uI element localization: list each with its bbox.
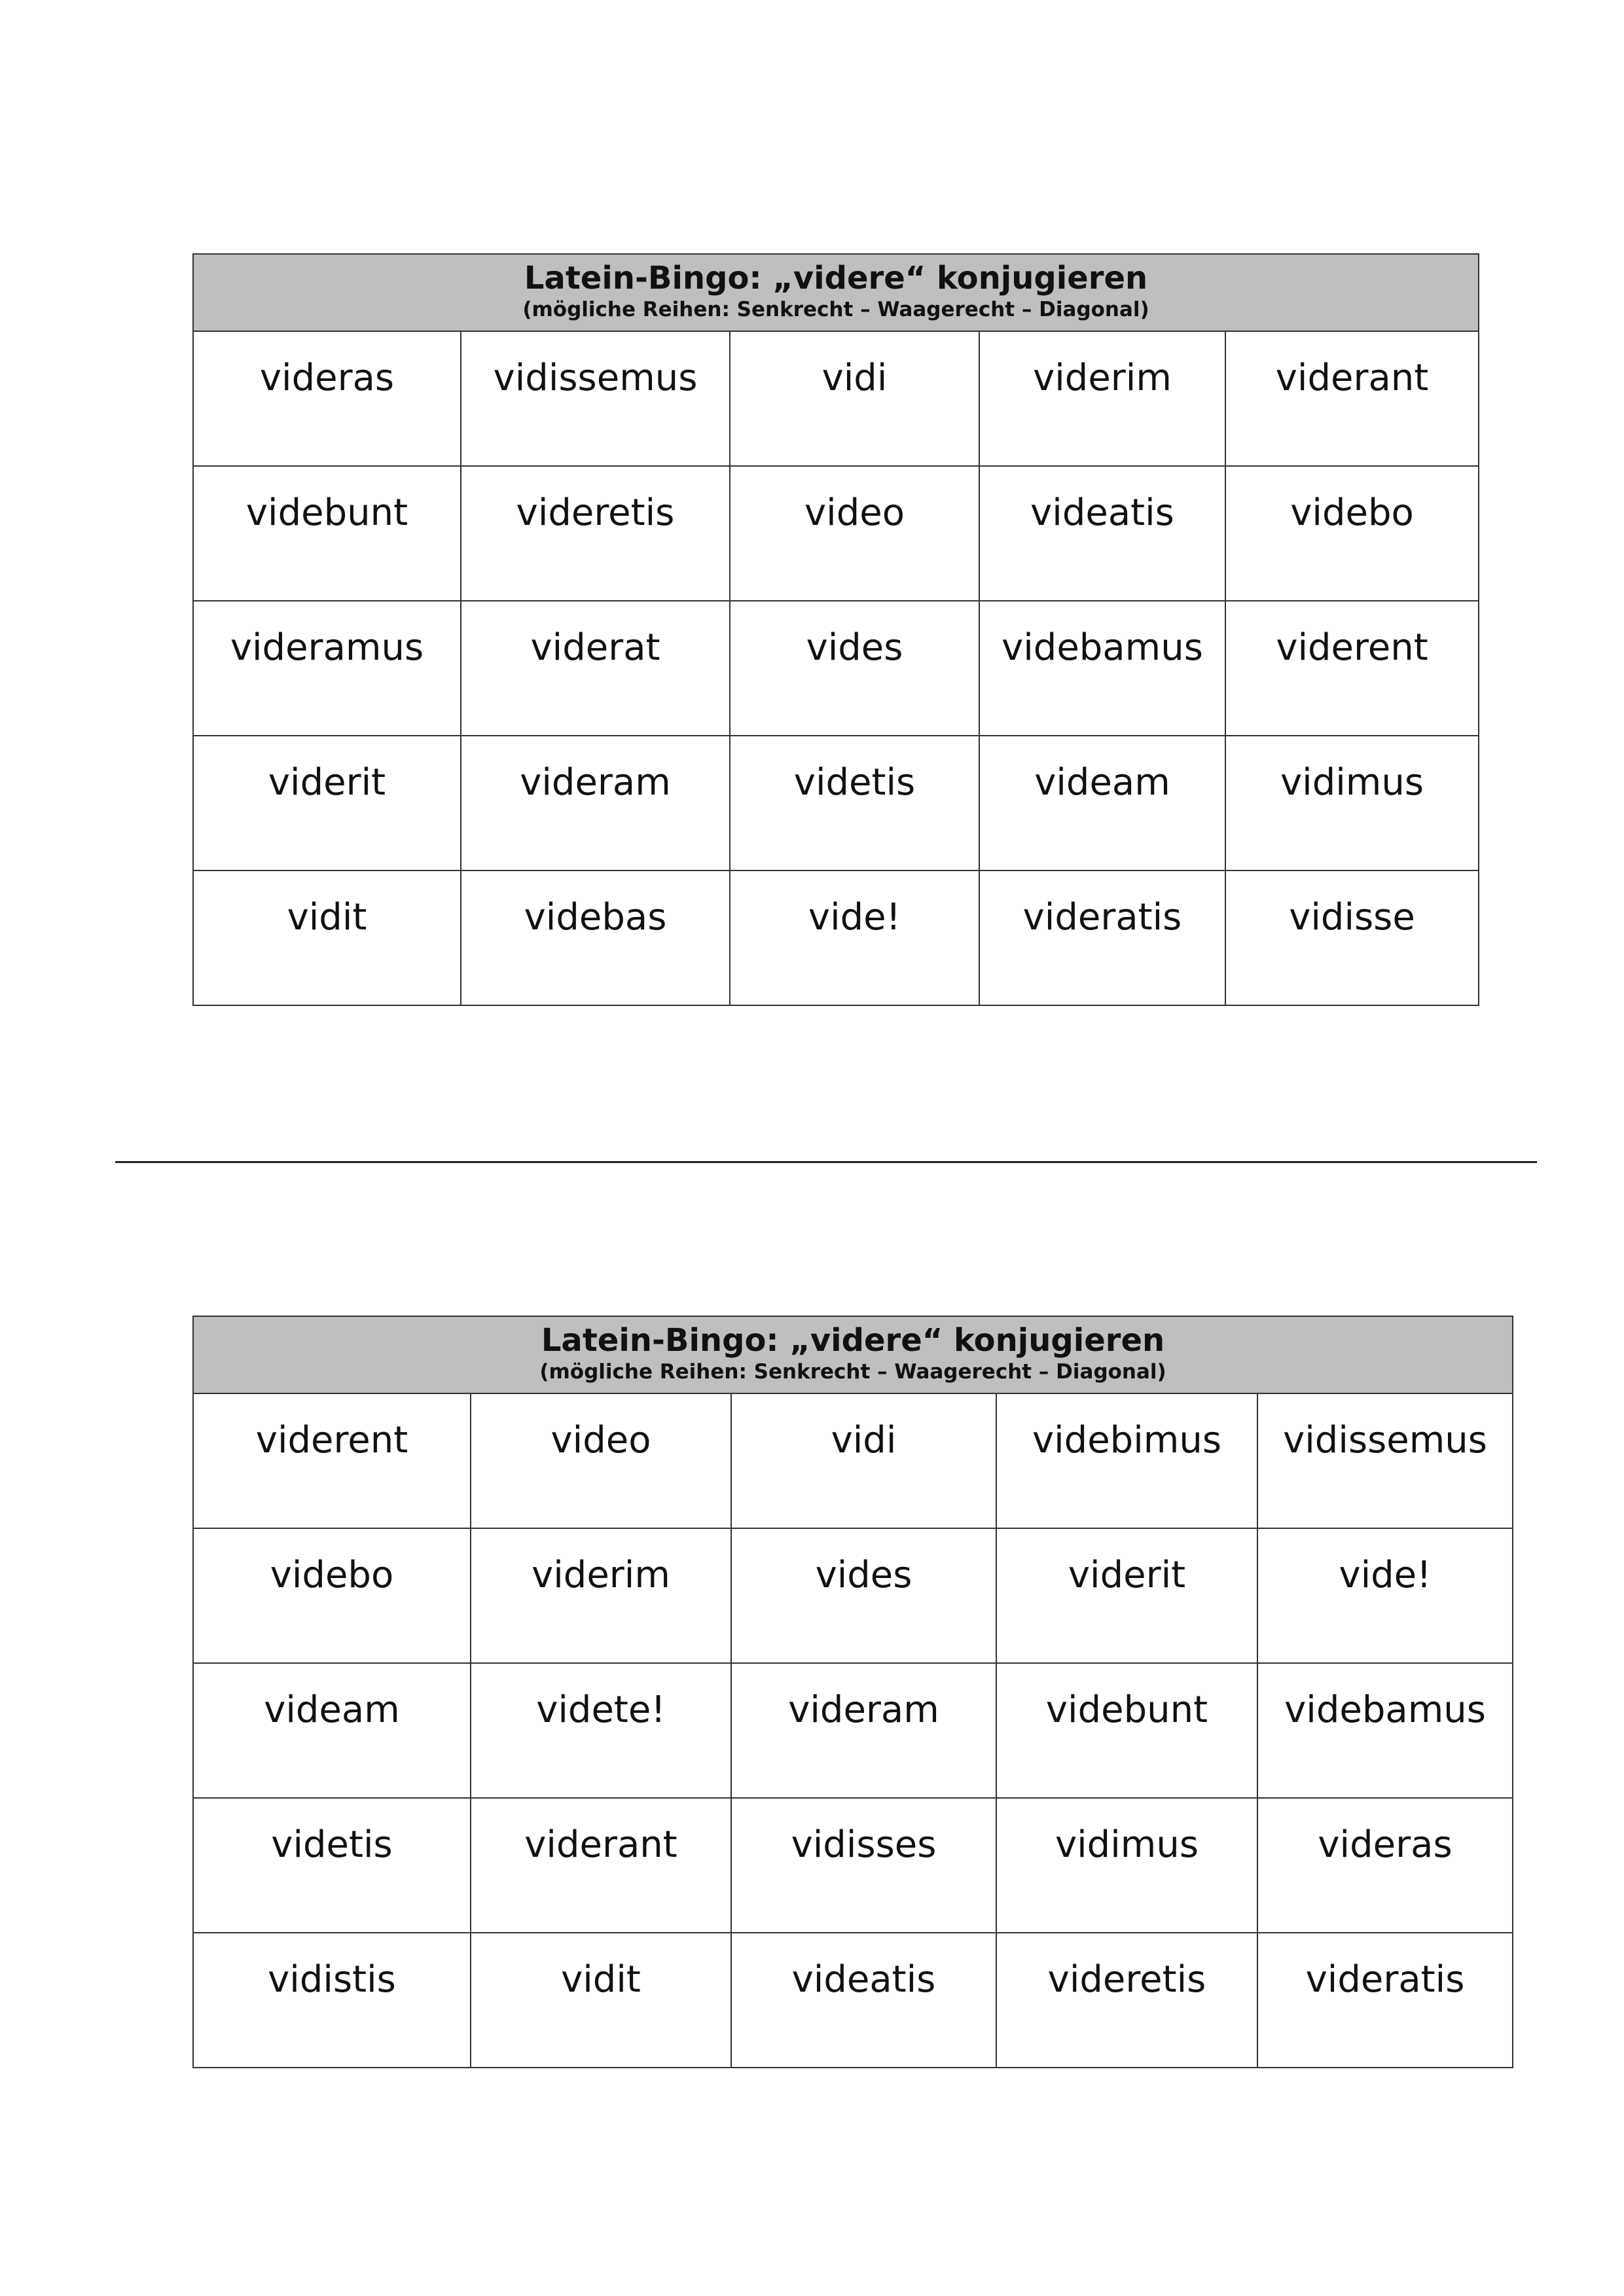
bingo-cell: viderit [193,736,461,870]
bingo-cell: videbamus [1257,1663,1513,1798]
bingo-cell: videtis [193,1798,471,1933]
bingo-cell: vides [731,1528,996,1663]
bingo-cell: videramus [193,601,461,736]
bingo-cell: videras [193,331,461,466]
bingo-row [193,870,1479,1005]
cut-line-separator [115,1161,1537,1163]
bingo-row [193,1933,1513,2068]
bingo-cell: videbunt [193,466,461,601]
bingo-cell: videram [731,1663,996,1798]
bingo-header-row [193,1316,1513,1393]
bingo-cell: vidit [471,1933,731,2068]
bingo-subtitle: (mögliche Reihen: Senkrecht – Waagerecht – Diagonal) [539,1360,1166,1384]
bingo-cell: videbo [1225,466,1479,601]
bingo-cell: videatis [979,466,1225,601]
bingo-row [193,331,1479,466]
bingo-cell: vidistis [193,1933,471,2068]
bingo-cell: videratis [1257,1933,1513,2068]
bingo-row [193,1528,1513,1663]
bingo-cell: vide! [730,870,979,1005]
bingo-cell: viderent [1225,601,1479,736]
bingo-cell: vidissemus [461,331,730,466]
bingo-cell: videatis [731,1933,996,2068]
bingo-cell: vidi [731,1393,996,1528]
bingo-cell: videtis [730,736,979,870]
bingo-cell: videbo [193,1528,471,1663]
bingo-cell: videretis [996,1933,1257,2068]
bingo-card-1 [192,253,1479,1006]
bingo-cell: viderant [471,1798,731,1933]
bingo-cell: video [730,466,979,601]
bingo-cell: videbas [461,870,730,1005]
bingo-row [193,1663,1513,1798]
bingo-header [193,1316,1513,1393]
bingo-header-row [193,254,1479,331]
bingo-cell: viderim [979,331,1225,466]
bingo-cell: vides [730,601,979,736]
bingo-cell: vidimus [996,1798,1257,1933]
bingo-cell: videratis [979,870,1225,1005]
bingo-title: Latein-Bingo: „videre“ konjugieren [541,1322,1165,1359]
bingo-cell: videte! [471,1663,731,1798]
bingo-cell: vidit [193,870,461,1005]
bingo-cell: vidissemus [1257,1393,1513,1528]
bingo-cell: vide! [1257,1528,1513,1663]
bingo-subtitle: (mögliche Reihen: Senkrecht – Waagerecht – Diagonal) [522,298,1149,321]
bingo-cell: viderant [1225,331,1479,466]
bingo-cell: viderat [461,601,730,736]
bingo-cell: videbimus [996,1393,1257,1528]
bingo-cell: vidisse [1225,870,1479,1005]
bingo-cell: videam [193,1663,471,1798]
bingo-cell: videretis [461,466,730,601]
bingo-cell: videam [979,736,1225,870]
bingo-cell: vidisses [731,1798,996,1933]
bingo-row [193,466,1479,601]
bingo-cell: videbunt [996,1663,1257,1798]
bingo-row [193,1393,1513,1528]
bingo-cell: videram [461,736,730,870]
bingo-title: Latein-Bingo: „videre“ konjugieren [524,260,1148,296]
bingo-cell: vidimus [1225,736,1479,870]
bingo-cell: videbamus [979,601,1225,736]
bingo-cell: vidi [730,331,979,466]
bingo-cell: viderent [193,1393,471,1528]
bingo-row [193,601,1479,736]
bingo-cell: viderim [471,1528,731,1663]
bingo-cell: video [471,1393,731,1528]
bingo-cell: viderit [996,1528,1257,1663]
bingo-row [193,1798,1513,1933]
bingo-header [193,254,1479,331]
bingo-row [193,736,1479,870]
bingo-card-2 [192,1316,1513,2068]
bingo-cell: videras [1257,1798,1513,1933]
